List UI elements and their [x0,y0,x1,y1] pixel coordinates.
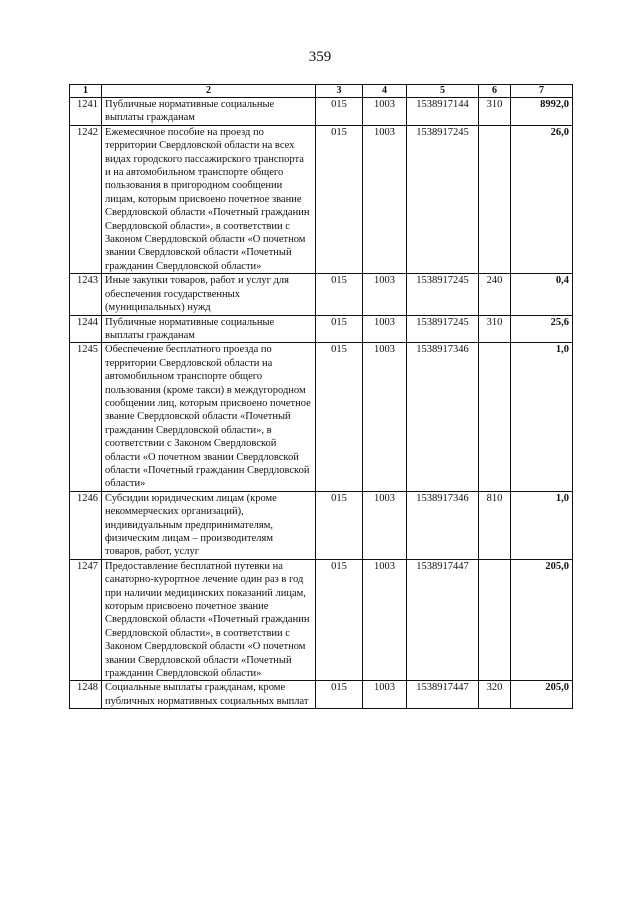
row-amount: 205,0 [511,559,573,681]
row-amount: 26,0 [511,125,573,273]
row-target-code: 1538917245 [407,125,479,273]
row-number: 1241 [70,98,102,126]
row-section-code: 1003 [363,315,407,343]
row-section-code: 1003 [363,343,407,491]
row-target-code: 1538917346 [407,343,479,491]
row-name: Публичные нормативные социальные выплаты гражданам [102,98,316,126]
row-chapter-code: 015 [316,274,363,315]
row-chapter-code: 015 [316,343,363,491]
row-chapter-code: 015 [316,491,363,559]
row-number: 1244 [70,315,102,343]
row-number: 1247 [70,559,102,681]
row-chapter-code: 015 [316,315,363,343]
header-col-4: 4 [363,85,407,98]
row-chapter-code: 015 [316,681,363,709]
row-name: Публичные нормативные социальные выплаты гражданам [102,315,316,343]
row-number: 1243 [70,274,102,315]
table-row [70,559,573,681]
table-row [70,98,573,126]
row-amount: 25,6 [511,315,573,343]
row-target-code: 1538917447 [407,559,479,681]
row-expense-type: 320 [479,681,511,709]
table-header-row [70,85,573,98]
row-expense-type: 310 [479,98,511,126]
table-row [70,681,573,709]
row-section-code: 1003 [363,274,407,315]
page-number: 359 [308,49,332,65]
row-section-code: 1003 [363,559,407,681]
row-expense-type [479,559,511,681]
row-target-code: 1538917245 [407,274,479,315]
row-section-code: 1003 [363,681,407,709]
header-col-7: 7 [511,85,573,98]
row-amount: 205,0 [511,681,573,709]
row-name: Предоставление бесплатной путевки на санаторно-курортное лечение один раз в год при наличии медицинских показаний лицам, которым присвоено почетное звание Свердловской области «Почетный гражданин Свердловской области», в соответствии с Законом Свердловской области «О почетном звании Свердловской области «Почетный гражданин Свердловской области» [102,559,316,681]
header-col-3: 3 [316,85,363,98]
table-row [70,315,573,343]
row-expense-type: 240 [479,274,511,315]
row-expense-type: 310 [479,315,511,343]
row-expense-type [479,343,511,491]
row-number: 1245 [70,343,102,491]
header-col-5: 5 [407,85,479,98]
table-row [70,125,573,273]
row-name: Обеспечение бесплатного проезда по территории Свердловской области на автомобильном транспорте общего пользования (кроме такси) в междугородном сообщении лиц, которым присвоено почетное звание Свердловской области «Почетный гражданин Свердловской области», в соответствии с Законом Свердловской области «О почетном звании Свердловской области «Почетный гражданин Свердловской области» [102,343,316,491]
budget-table [69,84,573,709]
table-row [70,274,573,315]
table-row [70,343,573,491]
row-amount: 8992,0 [511,98,573,126]
row-section-code: 1003 [363,491,407,559]
row-name: Иные закупки товаров, работ и услуг для обеспечения государственных (муниципальных) нужд [102,274,316,315]
row-number: 1248 [70,681,102,709]
row-amount: 0,4 [511,274,573,315]
row-name: Ежемесячное пособие на проезд по территории Свердловской области на всех видах городского пассажирского транспорта и на автомобильном транспорте общего пользования в пригородном сообщении лицам, которым присвоено почетное звание Свердловской области «Почетный гражданин Свердловской области», в соответствии с Законом Свердловской области «О почетном звании Свердловской области «Почетный гражданин Свердловской области» [102,125,316,273]
row-section-code: 1003 [363,98,407,126]
row-expense-type: 810 [479,491,511,559]
row-chapter-code: 015 [316,559,363,681]
row-number: 1246 [70,491,102,559]
header-col-6: 6 [479,85,511,98]
row-section-code: 1003 [363,125,407,273]
header-col-1: 1 [70,85,102,98]
row-name: Социальные выплаты гражданам, кроме публичных нормативных социальных выплат [102,681,316,709]
row-name: Субсидии юридическим лицам (кроме некоммерческих организаций), индивидуальным предпринимателям, физическим лицам – производителям товаров, работ, услуг [102,491,316,559]
row-chapter-code: 015 [316,98,363,126]
header-col-2: 2 [102,85,316,98]
row-chapter-code: 015 [316,125,363,273]
row-target-code: 1538917245 [407,315,479,343]
row-amount: 1,0 [511,491,573,559]
row-target-code: 1538917144 [407,98,479,126]
row-expense-type [479,125,511,273]
row-target-code: 1538917346 [407,491,479,559]
row-amount: 1,0 [511,343,573,491]
table-row [70,491,573,559]
row-target-code: 1538917447 [407,681,479,709]
row-number: 1242 [70,125,102,273]
